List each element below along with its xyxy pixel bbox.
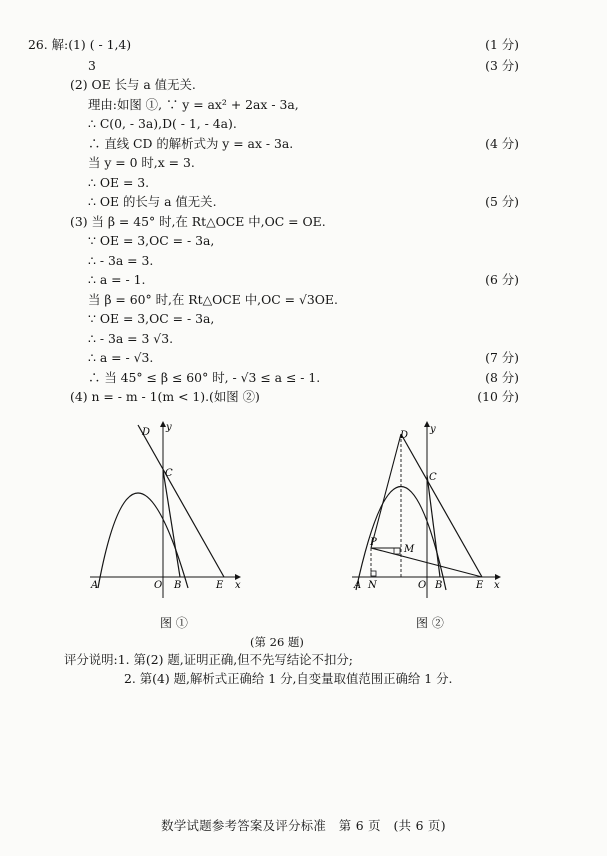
right-angle-mark-m: [394, 548, 400, 554]
solution-line: [0, 116, 607, 132]
figure-2-graph: [350, 420, 505, 600]
label-x: x: [235, 580, 241, 591]
solution-line: [0, 292, 607, 308]
figure-2-caption: 图 ②: [416, 616, 444, 630]
solution-line: [0, 77, 607, 93]
label-d: D: [142, 427, 151, 438]
score-mark: (6 分): [485, 272, 519, 287]
solution-text: 3: [88, 58, 96, 73]
label-e: E: [476, 580, 484, 591]
solution-line: [0, 194, 607, 210]
label-p: P: [370, 537, 377, 548]
solution-text: 26. 解:(1) ( - 1,4): [28, 37, 132, 52]
label-d: D: [400, 430, 409, 441]
solution-line: [0, 233, 607, 249]
solution-text: 当 y = 0 时,x = 3.: [88, 155, 195, 170]
label-b: B: [435, 580, 443, 591]
label-c: C: [429, 472, 437, 483]
solution-line: [0, 155, 607, 171]
solution-line: [0, 389, 607, 405]
score-mark: (8 分): [485, 370, 519, 385]
solution-line: [0, 311, 607, 327]
solution-text: ∴ OE = 3.: [88, 175, 150, 190]
solution-line: [0, 58, 607, 74]
solution-text: ∴ 当 45° ≤ β ≤ 60° 时, - √3 ≤ a ≤ - 1.: [88, 370, 321, 385]
solution-line: [0, 253, 607, 269]
solution-line: [0, 175, 607, 191]
label-x: x: [494, 580, 500, 591]
line-de: [401, 434, 482, 577]
score-mark: (7 分): [485, 350, 519, 365]
label-o: O: [154, 580, 163, 591]
solution-line: [0, 37, 607, 53]
score-mark: (3 分): [485, 58, 519, 73]
solution-text: 理由:如图 ①, ∵ y = ax² + 2ax - 3a,: [88, 97, 299, 112]
label-m: M: [404, 544, 415, 555]
label-a: A: [354, 580, 362, 591]
label-o: O: [418, 580, 427, 591]
label-a: A: [91, 580, 99, 591]
solution-text: ∴ - 3a = 3.: [88, 253, 154, 268]
scoring-note-2: 2. 第(4) 题,解析式正确给 1 分,自变量取值范围正确给 1 分.: [124, 671, 453, 686]
solution-text: (3) 当 β = 45° 时,在 Rt△OCE 中,OC = OE.: [70, 214, 326, 229]
label-y: y: [430, 424, 436, 435]
solution-text: ∴ C(0, - 3a),D( - 1, - 4a).: [88, 116, 237, 131]
solution-line: [0, 331, 607, 347]
solution-text: 当 β = 60° 时,在 Rt△OCE 中,OC = √3OE.: [88, 292, 338, 307]
solution-line: [0, 136, 607, 152]
solution-text: ∴ 直线 CD 的解析式为 y = ax - 3a.: [88, 136, 294, 151]
solution-text: ∵ OE = 3,OC = - 3a,: [88, 233, 215, 248]
label-c: C: [165, 468, 173, 479]
solution-text: ∴ OE 的长与 a 值无关.: [88, 194, 217, 209]
figure-1-caption: 图 ①: [160, 616, 188, 630]
label-y: y: [166, 422, 172, 433]
solution-text: (4) n = - m - 1(m < 1).(如图 ②): [70, 389, 260, 404]
label-n: N: [368, 580, 377, 591]
score-mark: (10 分): [477, 389, 519, 404]
solution-line: [0, 97, 607, 113]
right-angle-mark-n: [371, 571, 376, 576]
figure-1-graph: [88, 420, 248, 600]
solution-line: [0, 272, 607, 288]
solution-text: ∴ - 3a = 3 √3.: [88, 331, 174, 346]
solution-text: ∵ OE = 3,OC = - 3a,: [88, 311, 215, 326]
score-mark: (4 分): [485, 136, 519, 151]
solution-text: (2) OE 长与 a 值无关.: [70, 77, 196, 92]
score-mark: (1 分): [485, 37, 519, 52]
label-b: B: [174, 580, 182, 591]
page-footer: 数学试题参考答案及评分标准 第 6 页 (共 6 页): [161, 818, 446, 833]
solution-text: ∴ a = - √3.: [88, 350, 154, 365]
solution-line: [0, 350, 607, 366]
score-mark: (5 分): [485, 194, 519, 209]
solution-line: [0, 214, 607, 230]
solution-line: [0, 370, 607, 386]
solution-text: ∴ a = - 1.: [88, 272, 146, 287]
scoring-note-1: 评分说明:1. 第(2) 题,证明正确,但不先写结论不扣分;: [64, 652, 353, 667]
line-pd: [371, 434, 401, 548]
label-e: E: [216, 580, 224, 591]
problem-caption: (第 26 题): [250, 635, 304, 649]
